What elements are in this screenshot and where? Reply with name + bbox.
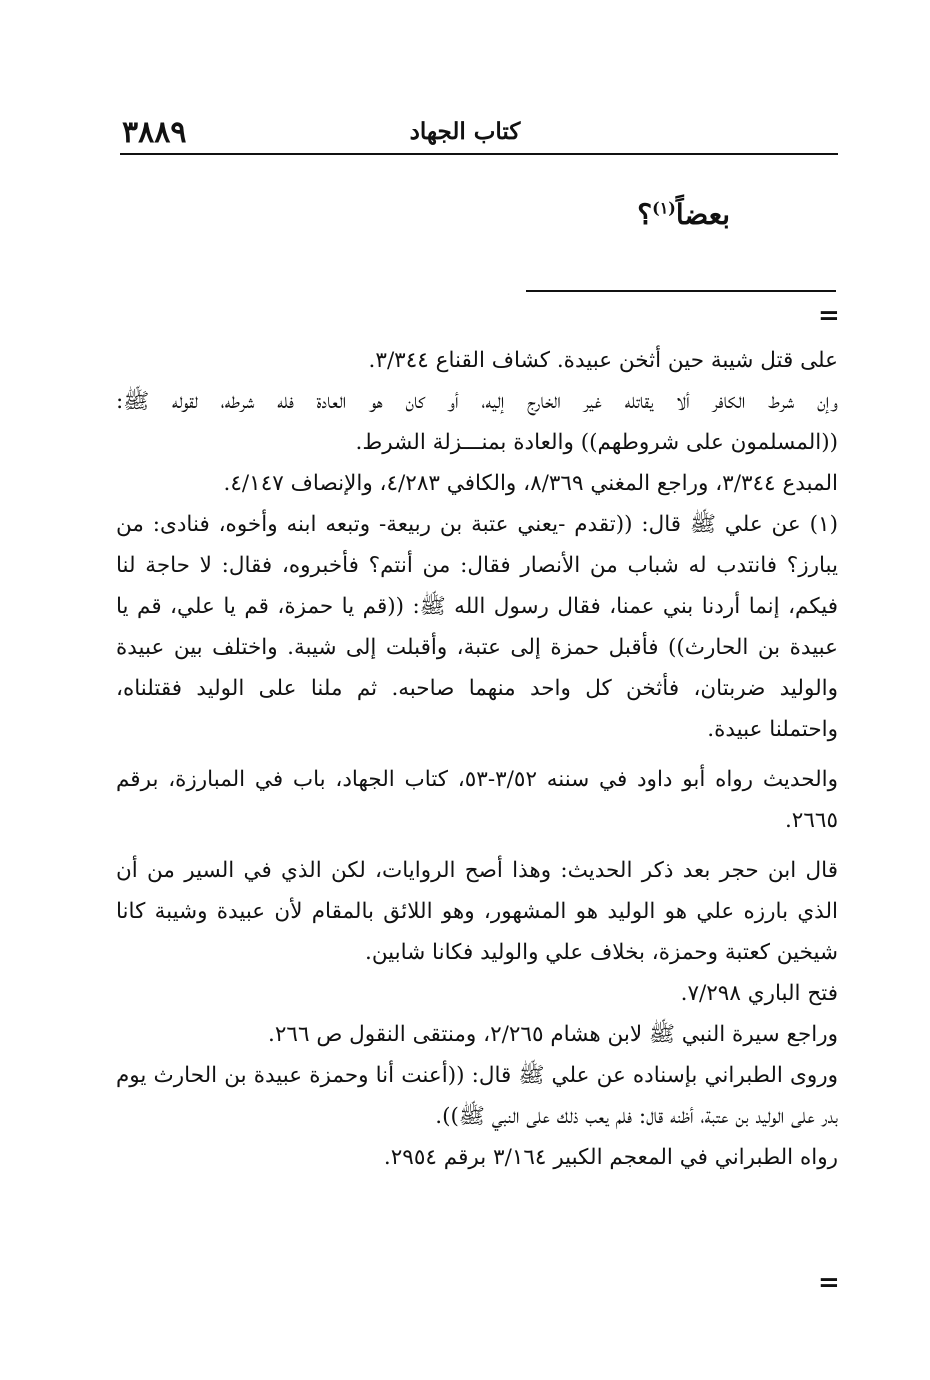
footnote-line: (١) عن علي ﷺ قال: ((تقدم -يعني عتبة بن ربيعة- وتبعه ابنه وأخوه، فنادى: من [116,512,838,537]
paragraph-gap [116,750,838,759]
footnote-line: ٢٦٦٥. [784,808,838,833]
footnote-line: وراجع سيرة النبي ﷺ لابن هشام ٢/٢٦٥، ومنتقى النقول ص ٢٦٦. [268,1022,838,1047]
footnote-line: الذي بارزه علي هو الوليد هو المشهور، وهو اللائق بالمقام لأن عبيدة وشيبة كانا [116,899,838,924]
footnote-line: والحديث رواه أبو داود في سننه ٣/٥٢-٥٣، كتاب الجهاد، باب في المبارزة، برقم [116,767,838,792]
running-title: كتاب الجهاد [409,118,521,145]
footnote-line: شيخين كعتبة وحمزة، بخلاف علي والوليد فكانا شابين. [364,940,838,965]
main-text [637,198,730,231]
footnote-line: ((المسلمون على شروطهم)) والعادة بمنـــزلة الشرط. [355,430,838,455]
footnote-line: بدر على الوليد بن عتبة، أظنه قال: فلم يعب ذلك على النبي ﷺ)). [435,1104,838,1129]
footnote-line: والوليد ضربتان، فأثخن كل واحد منهما صاحبه. ثم ملنا على الوليد فقتلناه، [116,676,838,701]
footnote-line: رواه الطبراني في المعجم الكبير ٣/١٦٤ برقم ٢٩٥٤. [383,1145,838,1170]
continuation-mark-bottom: = [818,1268,840,1298]
paragraph-gap [116,841,838,850]
main-text-trailing: ؟ [637,198,653,231]
footnote-line: يبارز؟ فانتدب له شباب من الأنصار فقال: من أنتم؟ فأخبروه، فقال: لا حاجة لنا [116,553,838,578]
footnote-line: فتح الباري ٧/٢٩٨. [680,981,838,1006]
page-number: ٣٨٨٩ [122,115,187,150]
continuation-mark-top: = [818,301,840,331]
footnote-line: واحتملنا عبيدة. [707,717,838,742]
footnote-line: فيكم، إنما أردنا بني عمنا، فقال رسول الله ﷺ: ((قم يا حمزة، قم يا علي، قم يا [116,594,838,619]
footnotes [116,340,838,1178]
footnote-line: على قتل شيبة حين أثخن عبيدة. كشاف القناع ٣/٣٤٤. [368,348,838,373]
footnote-reference[interactable]: (١) [652,198,676,218]
footnote-line: وروى الطبراني بإسناده عن علي ﷺ قال: ((أعنت أنا وحمزة عبيدة بن الحارث يوم [116,1063,838,1088]
header-rule [120,153,838,155]
main-text-content: بعضاً [675,198,730,231]
footnote-line: قال ابن حجر بعد ذكر الحديث: وهذا أصح الروايات، لكن الذي في السير من أن [116,858,838,883]
footnote-line: المبدع ٣/٣٤٤، وراجع المغني ٨/٣٦٩، والكافي ٤/٢٨٣، والإنصاف ٤/١٤٧. [223,471,838,496]
footnote-separator [526,290,836,292]
footnote-line: عبيدة بن الحارث)) فأقبل حمزة إلى عتبة، وأقبلت إلى شيبة. واختلف بين عبيدة [116,635,838,660]
footnote-line: وإن شرط الكافر ألا يقاتله غير الخارج إليه، أو كان هو العادة فله شرطه، لقوله ﷺ: [116,389,838,414]
